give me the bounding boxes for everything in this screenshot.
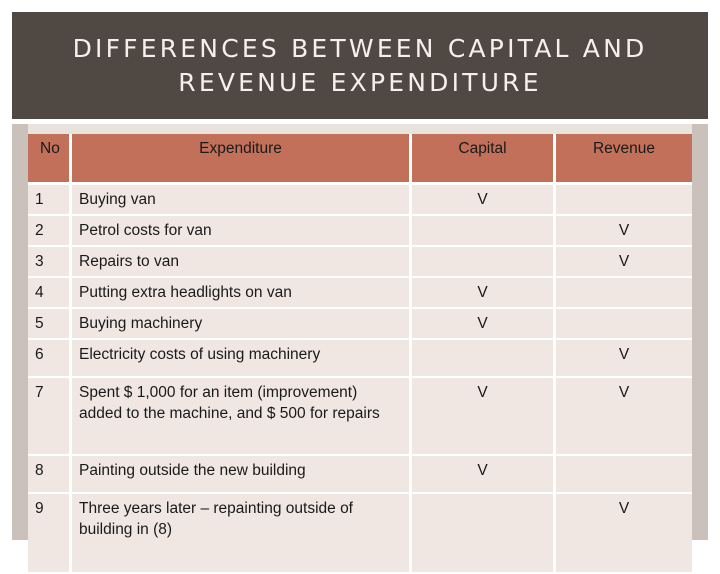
table-row <box>28 494 692 574</box>
header-no: No <box>28 134 72 185</box>
row-number: 6 <box>28 340 72 378</box>
slide-title-line-1: DIFFERENCES BETWEEN CAPITAL AND <box>72 33 648 63</box>
row-expenditure: Three years later – repainting outside of building in (8) <box>72 494 412 574</box>
row-revenue-mark <box>556 456 692 494</box>
table-row <box>28 216 692 247</box>
row-revenue-mark <box>556 185 692 216</box>
table-row <box>28 185 692 216</box>
row-revenue-mark: V <box>556 340 692 378</box>
row-revenue-mark: V <box>556 216 692 247</box>
row-number: 7 <box>28 378 72 456</box>
table-header-row <box>28 134 692 185</box>
row-expenditure: Electricity costs of using machinery <box>72 340 412 378</box>
header-revenue: Revenue <box>556 134 692 185</box>
row-expenditure: Painting outside the new building <box>72 456 412 494</box>
table-row <box>28 340 692 378</box>
row-number: 5 <box>28 309 72 340</box>
row-revenue-mark <box>556 309 692 340</box>
table-row <box>28 456 692 494</box>
row-revenue-mark: V <box>556 247 692 278</box>
row-number: 4 <box>28 278 72 309</box>
row-expenditure: Putting extra headlights on van <box>72 278 412 309</box>
row-number: 1 <box>28 185 72 216</box>
row-expenditure: Buying machinery <box>72 309 412 340</box>
row-expenditure: Buying van <box>72 185 412 216</box>
header-capital: Capital <box>412 134 556 185</box>
row-number: 3 <box>28 247 72 278</box>
row-number: 9 <box>28 494 72 574</box>
row-capital-mark <box>412 340 556 378</box>
row-number: 2 <box>28 216 72 247</box>
slide-title-line-2: REVENUE EXPENDITURE <box>178 67 542 97</box>
title-banner <box>12 12 708 119</box>
row-revenue-mark: V <box>556 494 692 574</box>
row-capital-mark <box>412 247 556 278</box>
table-row <box>28 378 692 456</box>
table-row <box>28 247 692 278</box>
row-capital-mark: V <box>412 185 556 216</box>
row-capital-mark: V <box>412 309 556 340</box>
row-revenue-mark <box>556 278 692 309</box>
table-row <box>28 309 692 340</box>
row-expenditure: Repairs to van <box>72 247 412 278</box>
row-capital-mark: V <box>412 378 556 456</box>
row-capital-mark <box>412 494 556 574</box>
expenditure-table <box>28 134 692 574</box>
row-capital-mark: V <box>412 456 556 494</box>
row-revenue-mark: V <box>556 378 692 456</box>
row-number: 8 <box>28 456 72 494</box>
row-capital-mark: V <box>412 278 556 309</box>
row-expenditure: Petrol costs for van <box>72 216 412 247</box>
row-expenditure: Spent $ 1,000 for an item (improvement) added to the machine, and $ 500 for repairs <box>72 378 412 456</box>
row-capital-mark <box>412 216 556 247</box>
header-expenditure: Expenditure <box>72 134 412 185</box>
table-row <box>28 278 692 309</box>
